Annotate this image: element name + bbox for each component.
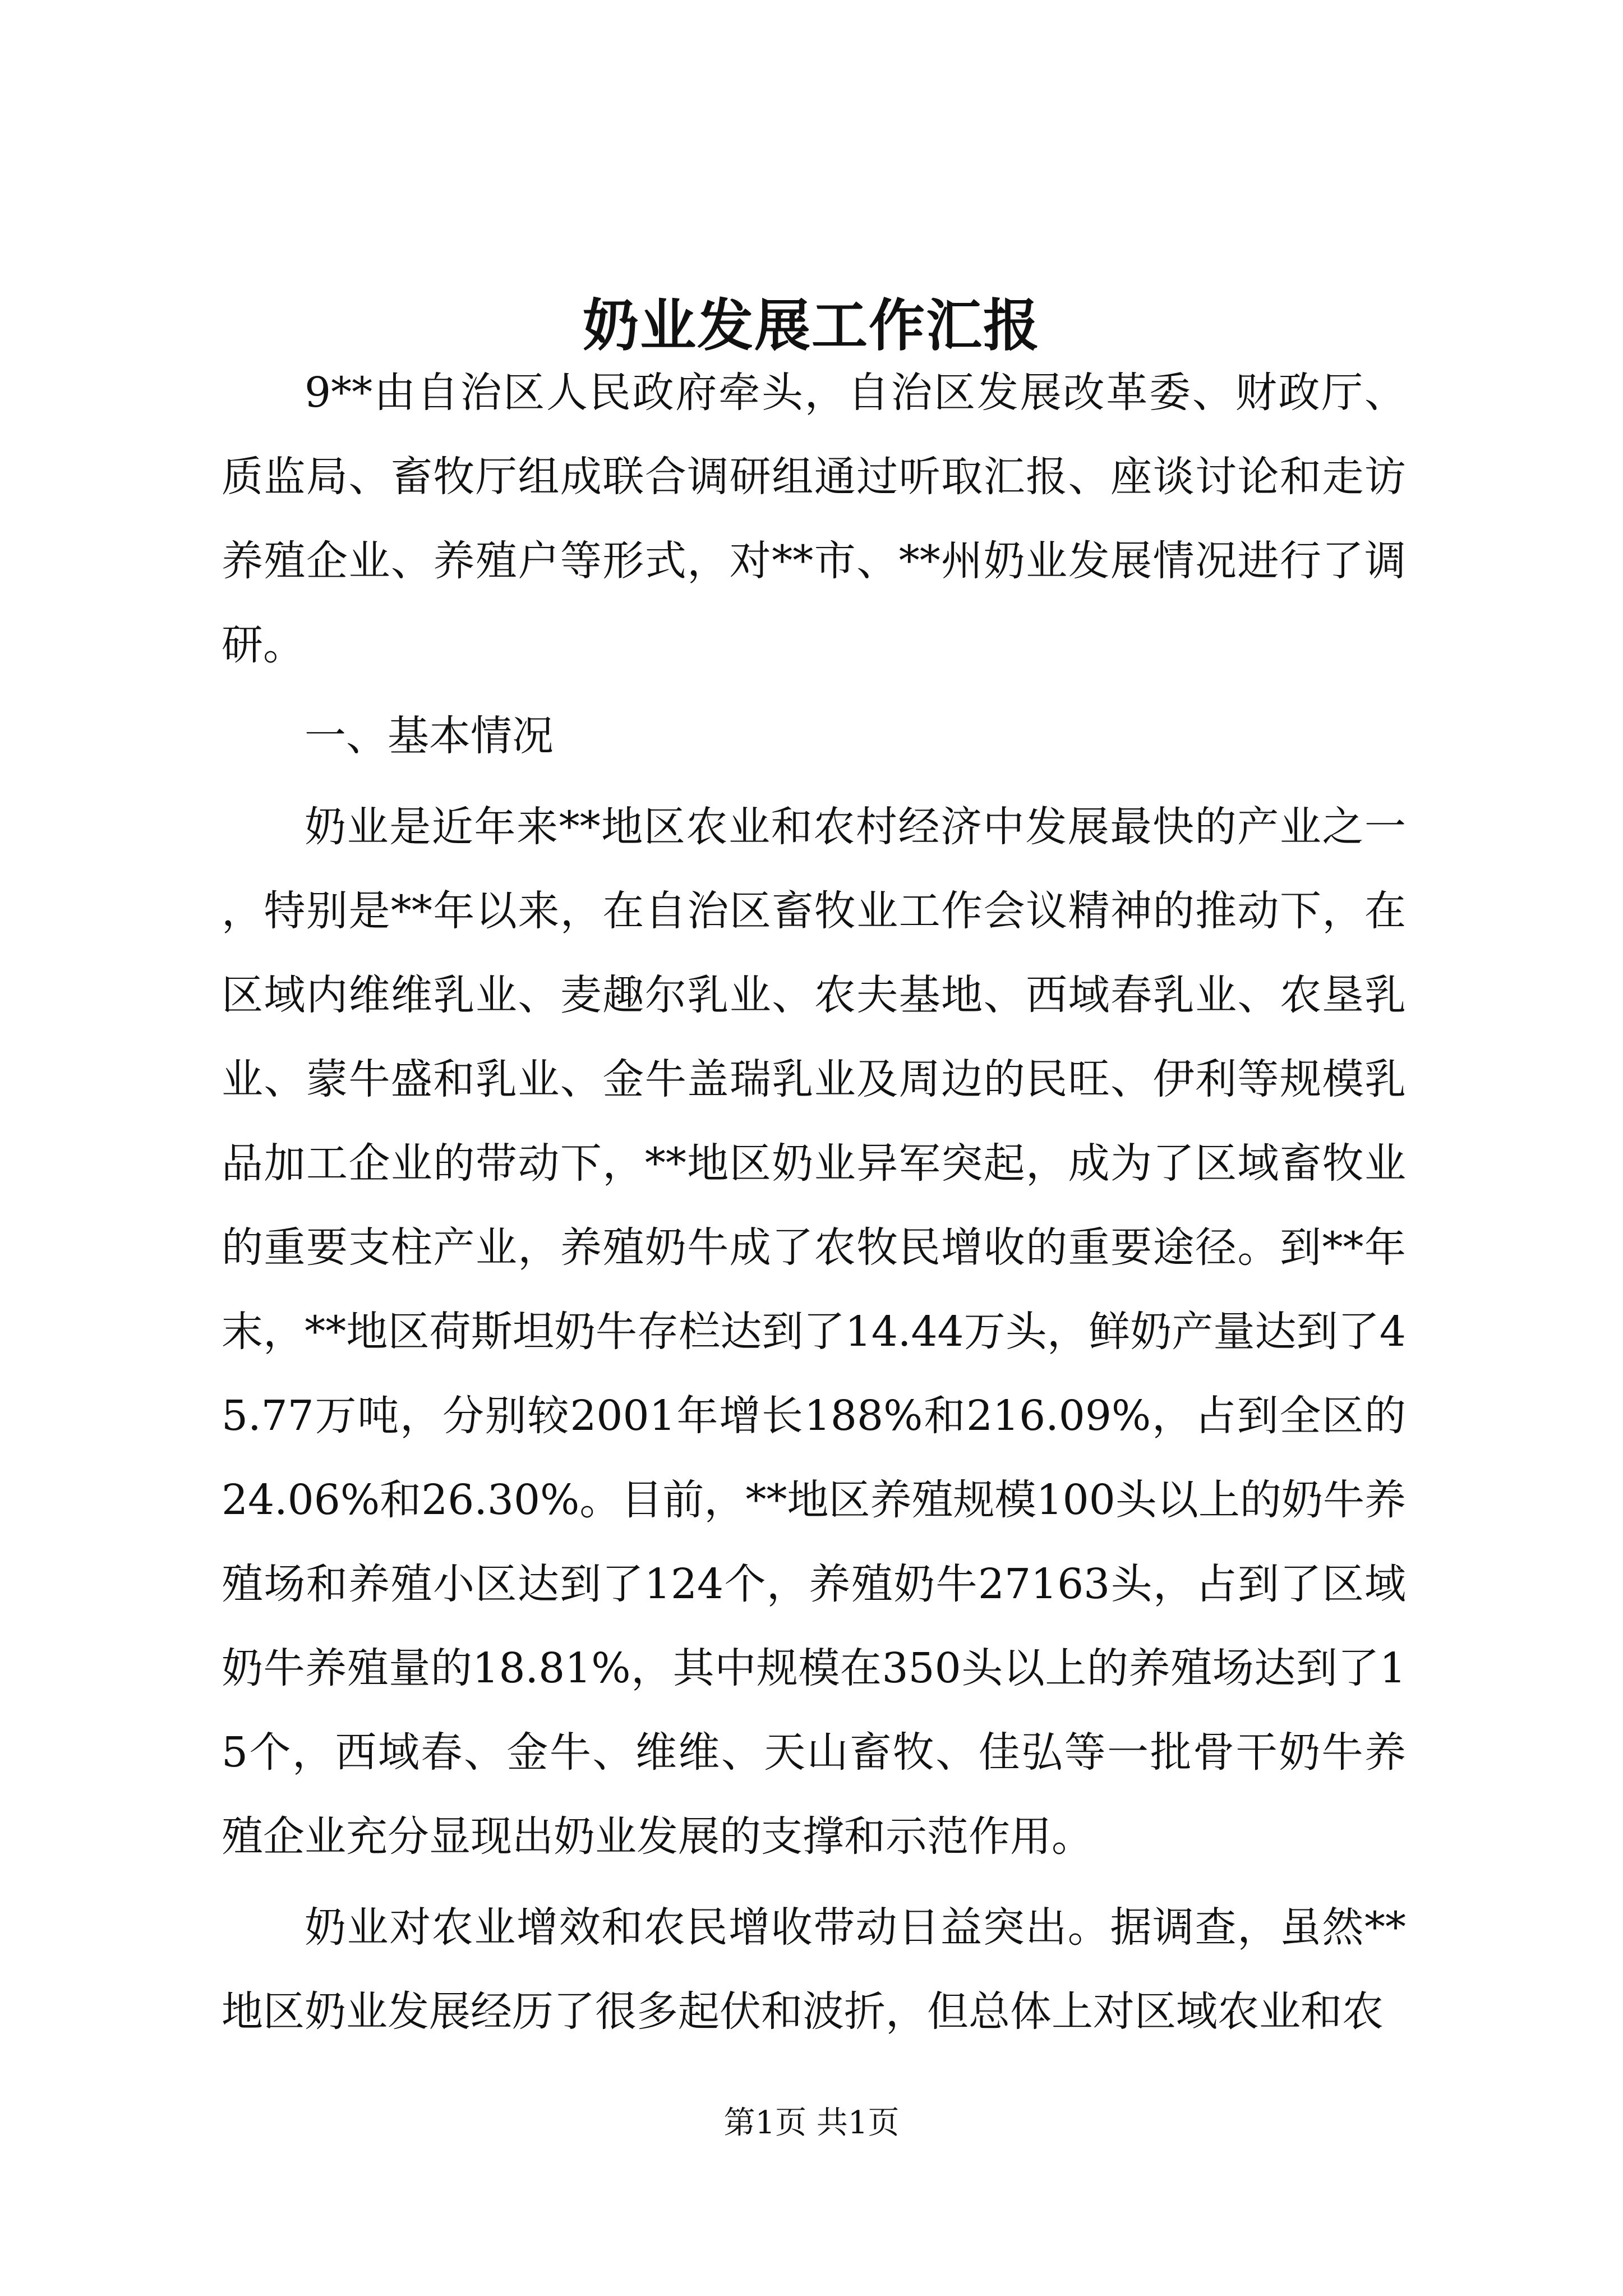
document-body (222, 351, 1406, 2054)
paragraph-income-effect: 奶业对农业增效和农民增收带动日益突出。据调查，虽然**地区奶业发展经历了很多起伏和波折，但总体上对区域农业和农 (222, 1903, 1406, 2036)
paragraph-intro: 9**由自治区人民政府牵头，自治区发展改革委、财政厅、质监局、畜牧厅组成联合调研组通过听取汇报、座谈讨论和走访养殖企业、养殖户等形式，对**市、**州奶业发展情况进行了调研。 (222, 369, 1406, 669)
section-heading: 一、基本情况 (305, 712, 554, 760)
paragraph-basic-situation: 奶业是近年来**地区农业和农村经济中发展最快的产业之一，特别是**年以来，在自治区畜牧业工作会议精神的推动下，在区域内维维乳业、麦趣尔乳业、农夫基地、西域春乳业、农垦乳业、蒙牛盛和乳业、金牛盖瑞乳业及周边的民旺、伊利等规模乳品加工企业的带动下，**地区奶业异军突起，成为了区域畜牧业的重要支柱产业，养殖奶牛成了农牧民增收的重要途径。到**年末，**地区荷斯坦奶牛存栏达到了14.44万头，鲜奶产量达到了45.77万吨，分别较2001年增长188%和216.09%，占到全区的24.06%和26.30%。目前，**地区养殖规模100头以上的奶牛养殖场和养殖小区达到了124个，养殖奶牛27163头，占到了区域奶牛养殖量的18.81%，其中规模在350头以上的养殖场达到了15个，西域春、金牛、维维、天山畜牧、佳弘等一批骨干奶牛养殖企业充分显现出奶业发展的支撑和示范作用。 (222, 803, 1406, 1861)
document-title: 奶业发展工作汇报 (583, 292, 1040, 358)
page-footer: 第1页 共1页 (723, 2105, 900, 2141)
